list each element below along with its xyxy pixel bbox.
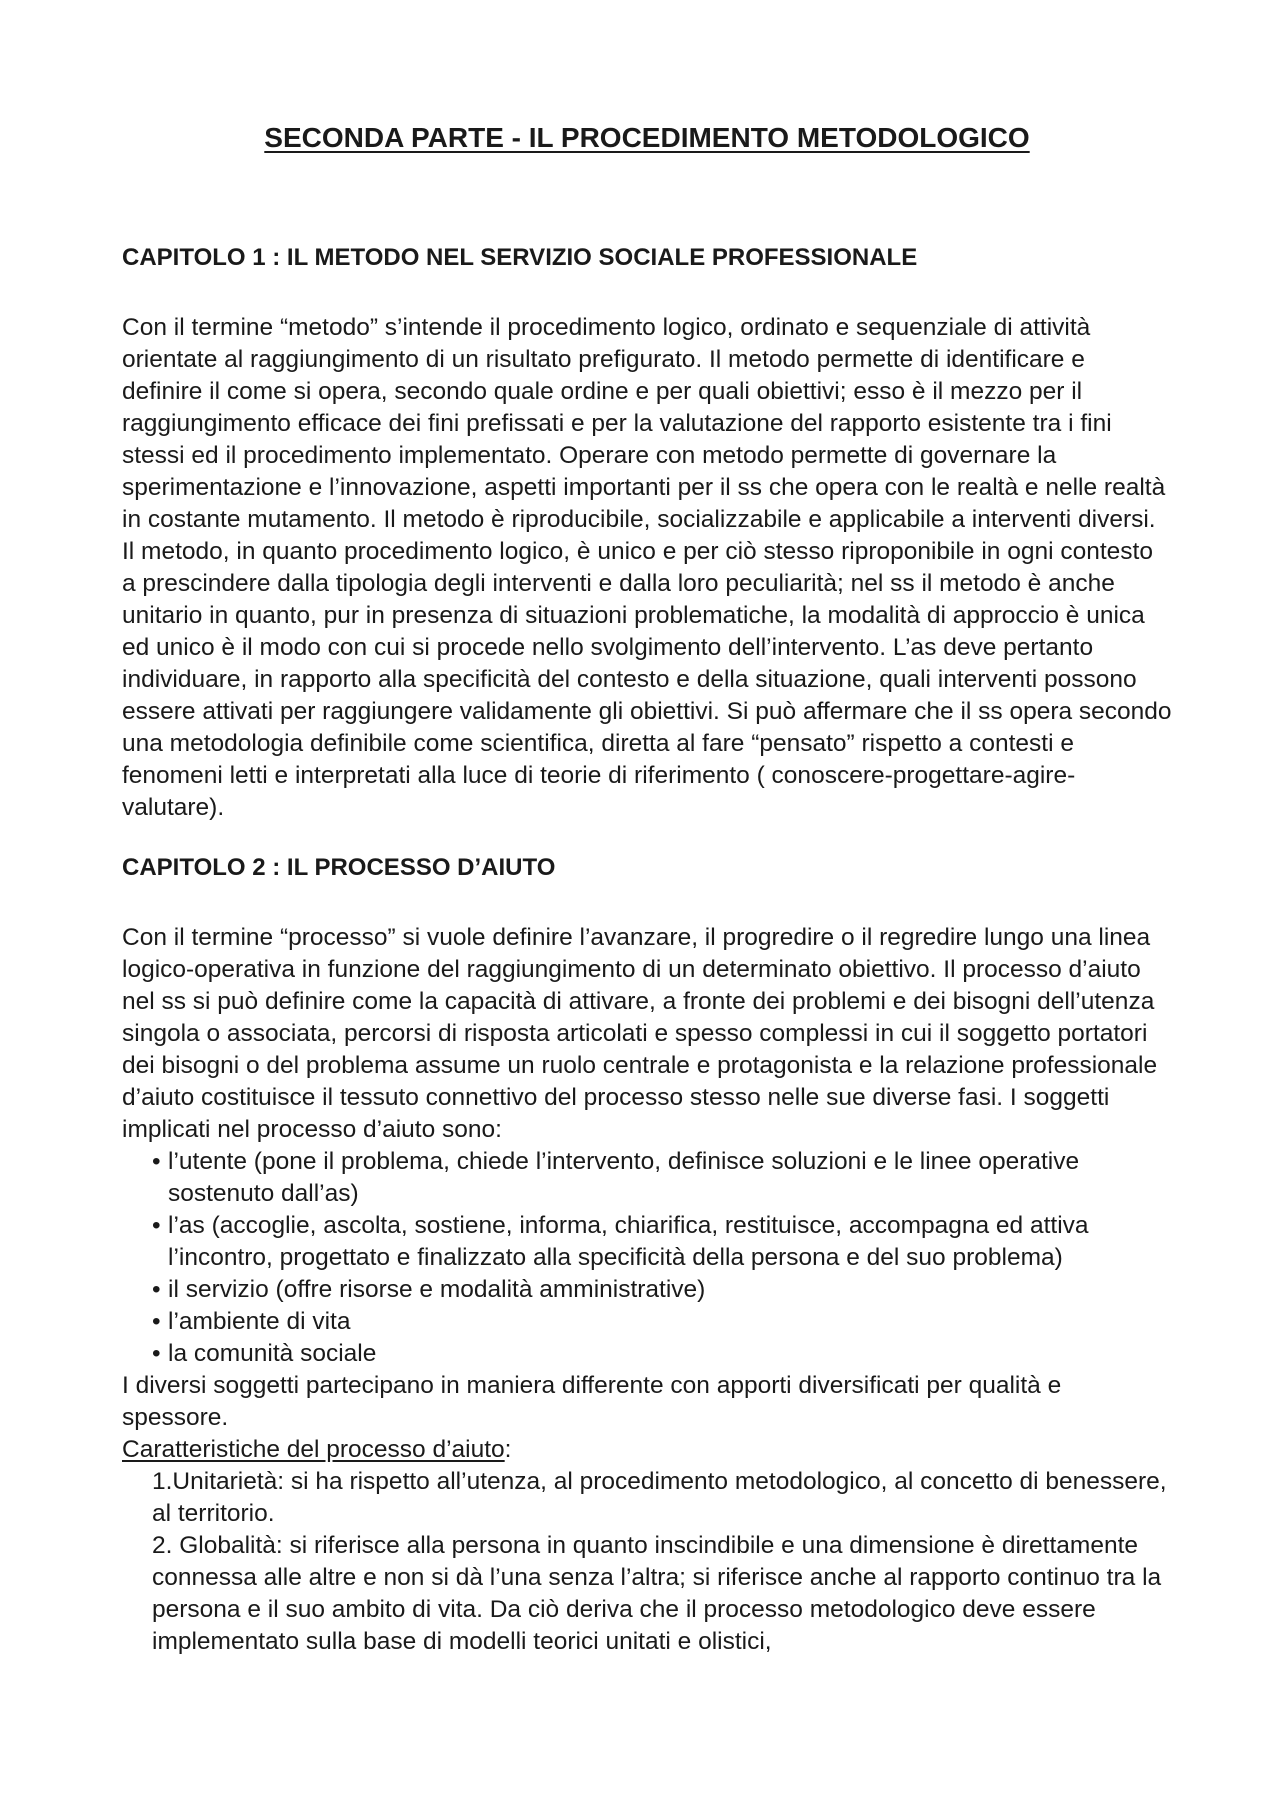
features-list — [122, 1466, 1172, 1658]
chapter-2-paragraph: Con il termine “processo” si vuole definire l’avanzare, il progredire o il regredire lungo una linea logico-operativa in funzione del raggiungimento di un determinato obiettivo. Il processo d’aiuto nel ss si può definire come la capacità di attivare, a fronte dei problemi e dei bisogni dell’utenza singola o associata, percorsi di risposta articolati e spesso complessi in cui il soggetto portatori dei bisogni o del problema assume un ruolo centrale e protagonista e la relazione professionale d’aiuto costituisce il tessuto connettivo del processo stesso nelle sue diverse fasi. I soggetti implicati nel processo d’aiuto sono: — [122, 924, 1158, 1143]
list-item-text: la comunità sociale — [168, 1340, 377, 1367]
feature-item-globalita: 2. Globalità: si riferisce alla persona in quanto inscindibile e una dimensione è direttamente connessa alle altre e non si dà l’una senza l’altra; si riferisce anche al rapporto continuo tra la persona e il suo ambito di vita. Da ciò deriva che il processo metodologico deve essere implementato sulla base di modelli teorici unitati e olistici, — [152, 1532, 1162, 1655]
list-item — [152, 1210, 1172, 1274]
bullet-icon: • — [152, 1148, 161, 1175]
features-subheading — [122, 1434, 1172, 1466]
page-content — [122, 120, 1172, 1658]
chapter-1-heading: CAPITOLO 1 : IL METODO NEL SERVIZIO SOCIALE PROFESSIONALE — [122, 244, 918, 271]
list-item — [152, 1146, 1172, 1210]
bullet-icon: • — [152, 1276, 161, 1303]
list-item — [152, 1338, 1172, 1370]
features-subheading-colon: : — [504, 1436, 512, 1463]
list-item-text: il servizio (offre risorse e modalità amministrative) — [168, 1276, 706, 1303]
bullet-icon: • — [152, 1340, 161, 1367]
chapter-2-heading: CAPITOLO 2 : IL PROCESSO D’AIUTO — [122, 854, 556, 881]
after-list-paragraph: I diversi soggetti partecipano in maniera differente con apporti diversificati per qualità e spessore. — [122, 1372, 1062, 1431]
feature-item-unitarieta: 1.Unitarietà: si ha rispetto all’utenza, al procedimento metodologico, al concetto di benessere, al territorio. — [152, 1468, 1167, 1527]
document-title: SECONDA PARTE - IL PROCEDIMENTO METODOLOGICO — [264, 122, 1030, 153]
chapter-1-paragraph: Con il termine “metodo” s’intende il procedimento logico, ordinato e sequenziale di attività orientate al raggiungimento di un risultato prefigurato. Il metodo permette di identificare e definire il come si opera, secondo quale ordine e per quali obiettivi; esso è il mezzo per il raggiungimento efficace dei fini prefissati e per la valutazione del rapporto esistente tra i fini stessi ed il procedimento implementato. Operare con metodo permette di governare la sperimentazione e l’innovazione, aspetti importanti per il ss che opera con le realtà e nelle realtà in costante mutamento. Il metodo è riproducibile, socializzabile e applicabile a interventi diversi. Il metodo, in quanto procedimento logico, è unico e per ciò stesso riproponibile in ogni contesto a prescindere dalla tipologia degli interventi e dalla loro peculiarità; nel ss il metodo è anche unitario in quanto, pur in presenza di situazioni problematiche, la modalità di approccio è unica ed unico è il modo con cui si procede nello svolgimento dell’intervento. L’as deve pertanto individuare, in rapporto alla specificità del contesto e della situazione, quali interventi possono essere attivati per raggiungere validamente gli obiettivi. Si può affermare che il ss opera secondo una metodologia definibile come scientifica, diretta al fare “pensato” rispetto a contesti e fenomeni letti e interpretati alla luce di teorie di riferimento ( conoscere-progettare-agire-valutare). — [122, 314, 1172, 821]
list-item-text: l’utente (pone il problema, chiede l’intervento, definisce soluzioni e le linee operative sostenuto dall’as) — [168, 1148, 1080, 1207]
list-item-text: l’as (accoglie, ascolta, sostiene, informa, chiarifica, restituisce, accompagna ed attiva l’incontro, progettato e finalizzato alla specificità della persona e del suo problema) — [168, 1212, 1089, 1271]
bullet-icon: • — [152, 1212, 161, 1239]
list-item — [152, 1306, 1172, 1338]
bullet-icon: • — [152, 1308, 161, 1335]
features-subheading-text: Caratteristiche del processo d’aiuto — [122, 1436, 505, 1463]
list-item — [152, 1274, 1172, 1306]
list-item-text: l’ambiente di vita — [168, 1308, 351, 1335]
subjects-list — [122, 1146, 1172, 1370]
